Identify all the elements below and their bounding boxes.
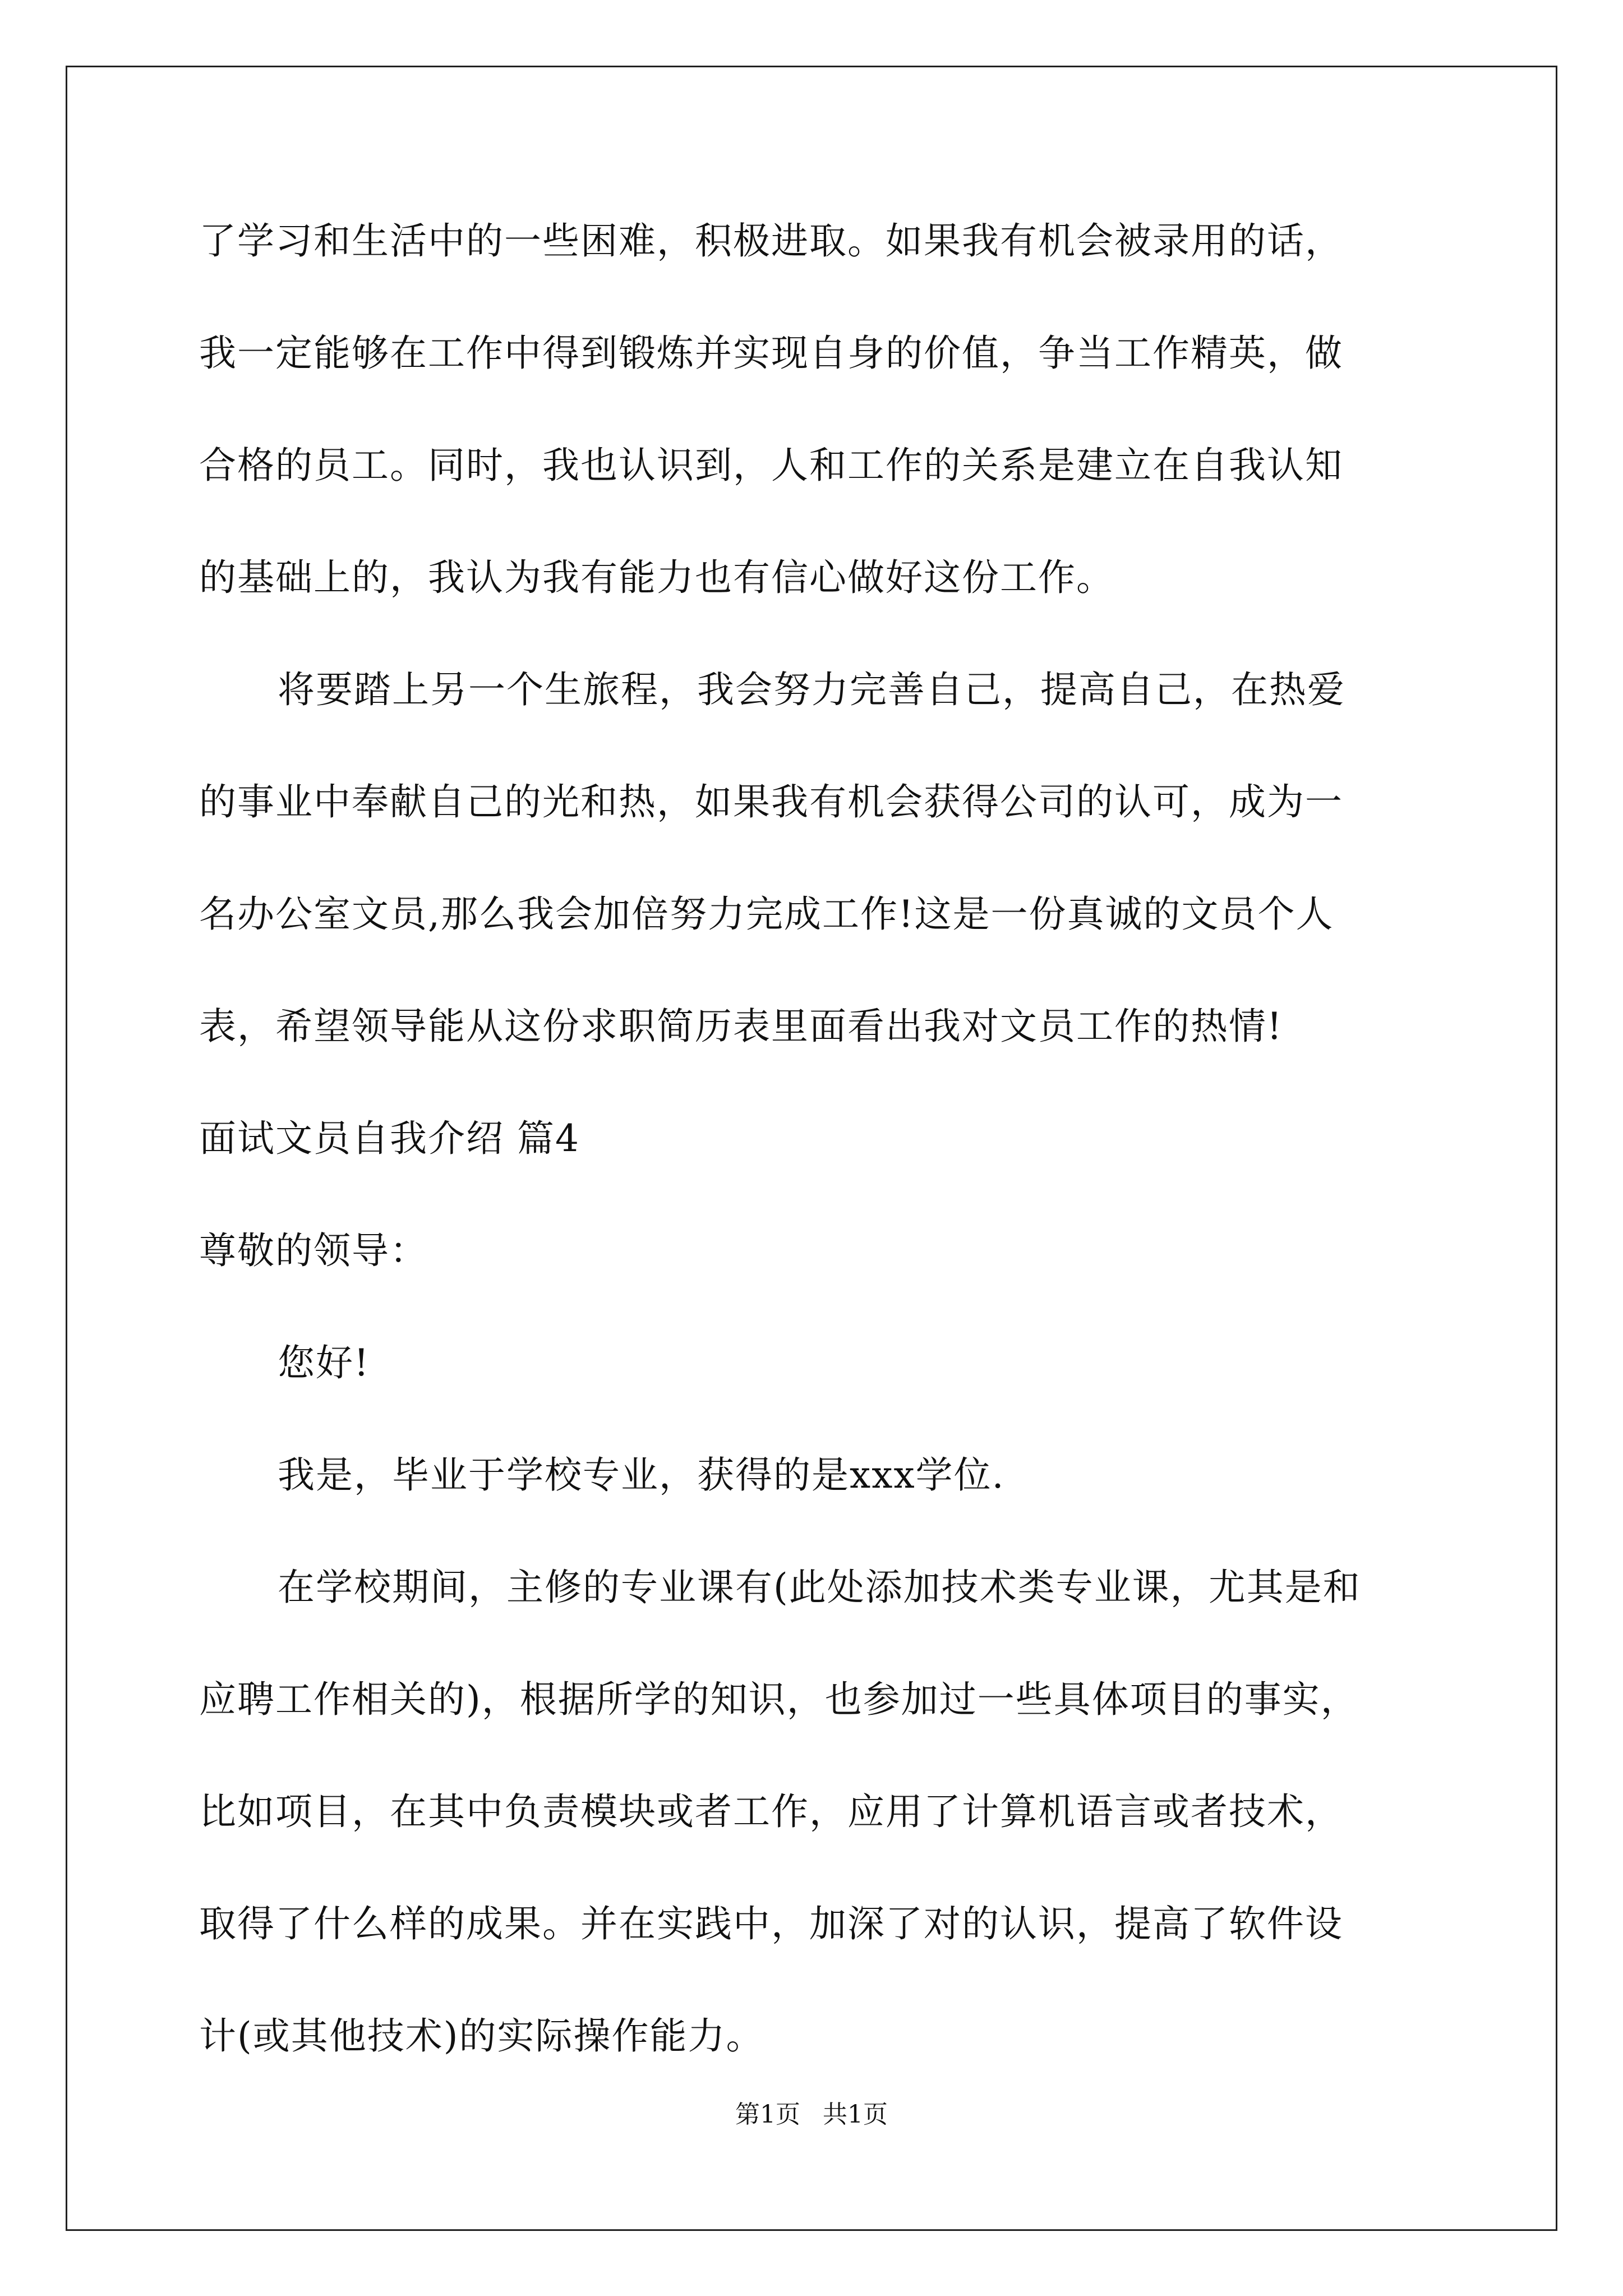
text-line: 我是，毕业于学校专业，获得的是xxx学位.: [278, 1453, 1005, 1497]
text-line: 比如项目，在其中负责模块或者工作，应用了计算机语言或者技术，: [199, 1790, 1343, 1833]
text-line: 名办公室文员,那么我会加倍努力完成工作!这是一份真诚的文员个人: [199, 892, 1334, 936]
text-line: 取得了什么样的成果。并在实践中，加深了对的认识，提高了软件设: [199, 1902, 1343, 1945]
text-line: 在学校期间，主修的专业课有(此处添加技术类专业课，尤其是和: [278, 1566, 1361, 1609]
text-line: 计(或其他技术)的实际操作能力。: [199, 2014, 764, 2058]
salutation: 尊敬的领导：: [199, 1229, 428, 1272]
text-line: 表，希望领导能从这份求职简历表里面看出我对文员工作的热情!: [199, 1005, 1283, 1048]
text-line: 合格的员工。同时，我也认识到，人和工作的关系是建立在自我认知: [199, 444, 1343, 487]
text-line: 的基础上的，我认为我有能力也有信心做好这份工作。: [199, 556, 1114, 599]
greeting: 您好!: [278, 1341, 370, 1384]
text-line: 我一定能够在工作中得到锻炼并实现自身的价值，争当工作精英，做: [199, 332, 1343, 375]
page-number: 第1页: [735, 2100, 800, 2129]
text-line: 将要踏上另一个生旅程，我会努力完善自己，提高自己，在热爱: [278, 668, 1345, 711]
document-body: [199, 185, 1433, 2092]
text-line: 应聘工作相关的)，根据所学的知识，也参加过一些具体项目的事实，: [199, 1678, 1359, 1721]
text-line: 的事业中奉献自己的光和热，如果我有机会获得公司的认可，成为一: [199, 780, 1343, 823]
page-footer: [0, 2098, 1623, 2132]
text-line: 了学习和生活中的一些困难，积极进取。如果我有机会被录用的话，: [199, 219, 1343, 263]
page-total: 共1页: [823, 2100, 888, 2129]
section-heading: 面试文员自我介绍 篇4: [199, 1117, 580, 1160]
